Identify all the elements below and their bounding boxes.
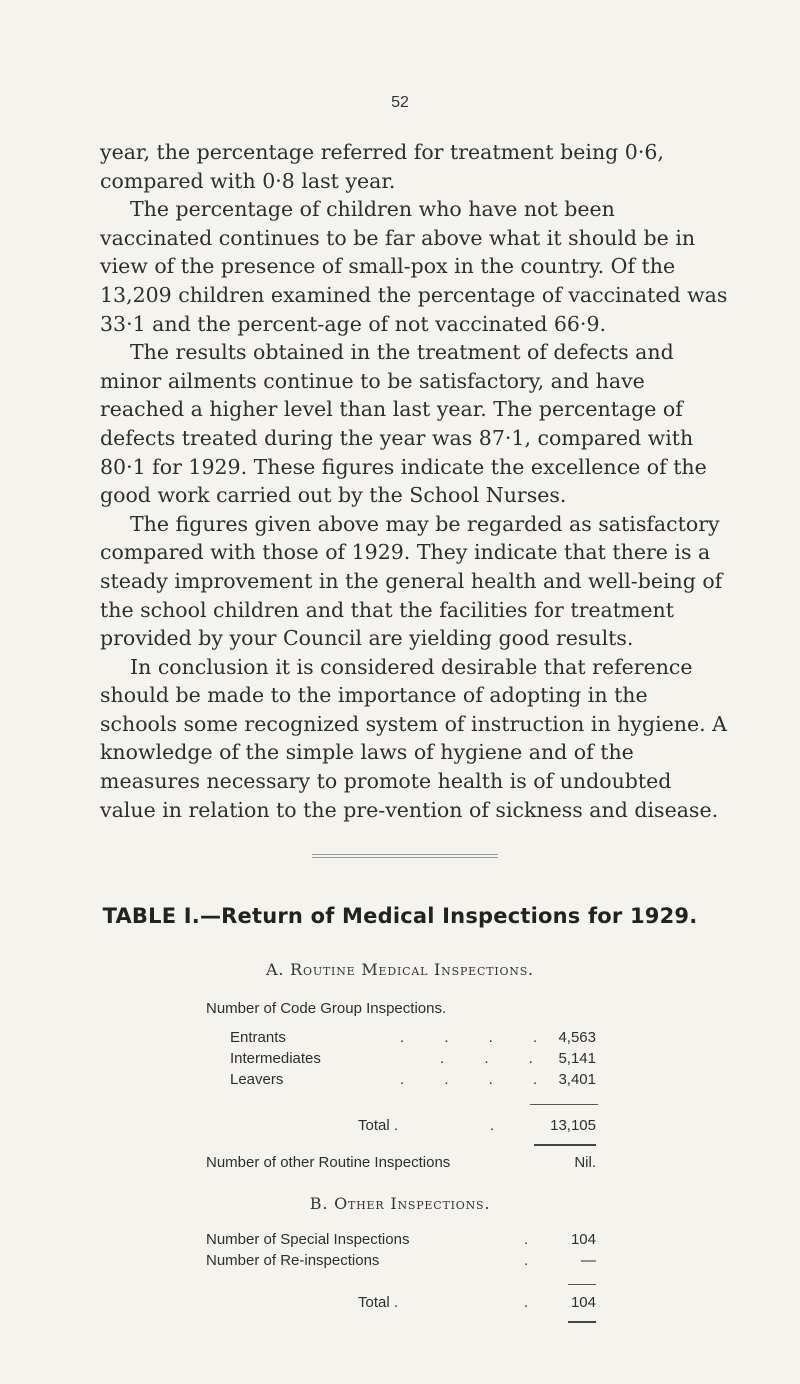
total-dots: .	[524, 1294, 547, 1311]
row-label: Leavers	[230, 1071, 284, 1088]
row-value: 104	[570, 1231, 596, 1248]
section-a-heading: A. Routine Medical Inspections.	[266, 960, 534, 979]
total-value: 104	[570, 1294, 596, 1311]
subtotal-rule	[530, 1104, 598, 1105]
section-b-total-row	[206, 1294, 596, 1314]
body-text	[100, 138, 728, 824]
paragraph-5: In conclusion it is considered desirable that reference should be made to the importance of adopting in the schools some recognized system of instruction in hygiene. A knowledge of the simple laws of hygiene and of the measures necessary to promote health is of undoubted value in relation to the pre-vention of sickness and disease.	[100, 654, 727, 822]
section-a-subheading: Number of Code Group Inspections.	[206, 1000, 447, 1017]
other-routine-label: Number of other Routine Inspections	[206, 1154, 451, 1171]
table-row	[230, 1050, 596, 1070]
row-dots: .	[524, 1231, 547, 1248]
row-label: Number of Special Inspections	[206, 1231, 410, 1248]
table-row	[206, 1252, 596, 1272]
total-label: Total .	[358, 1117, 399, 1134]
row-dots: . . .	[440, 1050, 551, 1067]
table-title: TABLE I.—Return of Medical Inspections for 1929.	[102, 904, 698, 928]
paragraph-3: The results obtained in the treatment of defects and minor ailments continue to be satisfactory, and have reached a higher level than last year. The percentage of defects treated during the year was 87·1, compared with 80·1 for 1929. These figures indicate the excellence of the good work carried out by the School Nurses.	[100, 340, 707, 508]
table-row	[230, 1071, 596, 1091]
row-value: 4,563	[558, 1029, 596, 1046]
table-row	[230, 1029, 596, 1049]
table-row	[206, 1231, 596, 1251]
other-routine-value: Nil.	[574, 1154, 596, 1171]
row-value: —	[581, 1252, 596, 1269]
row-label: Intermediates	[230, 1050, 321, 1067]
section-a-total-row	[230, 1117, 596, 1137]
row-value: 3,401	[558, 1071, 596, 1088]
total-rule	[534, 1144, 596, 1146]
section-divider	[312, 854, 498, 858]
total-value: 13,105	[550, 1117, 596, 1134]
total-dots: .	[490, 1117, 513, 1134]
row-dots: . . . .	[400, 1029, 556, 1046]
row-value: 5,141	[558, 1050, 596, 1067]
row-label: Entrants	[230, 1029, 286, 1046]
section-b-heading: B. Other Inspections.	[309, 1194, 491, 1213]
total-rule	[568, 1321, 596, 1323]
row-dots: . . . .	[400, 1071, 556, 1088]
row-dots: .	[524, 1252, 547, 1269]
paragraph-1: year, the percentage referred for treatment being 0·6, compared with 0·8 last year.	[100, 140, 664, 193]
subtotal-rule	[568, 1284, 596, 1285]
paragraph-2: The percentage of children who have not been vaccinated continues to be far above what it should be in view of the presence of small-pox in the country. Of the 13,209 children examined the percentage of vaccinated was 33·1 and the percent-age of not vaccinated 66·9.	[100, 197, 728, 336]
row-label: Number of Re-inspections	[206, 1252, 380, 1269]
paragraph-4: The figures given above may be regarded as satisfactory compared with those of 1929. They indicate that there is a steady improvement in the general health and well-being of the school children and that the facilities for treatment provided by your Council are yielding good results.	[100, 511, 723, 651]
page-number: 52	[391, 94, 409, 111]
other-routine-row	[206, 1154, 596, 1174]
total-label: Total .	[358, 1294, 399, 1311]
